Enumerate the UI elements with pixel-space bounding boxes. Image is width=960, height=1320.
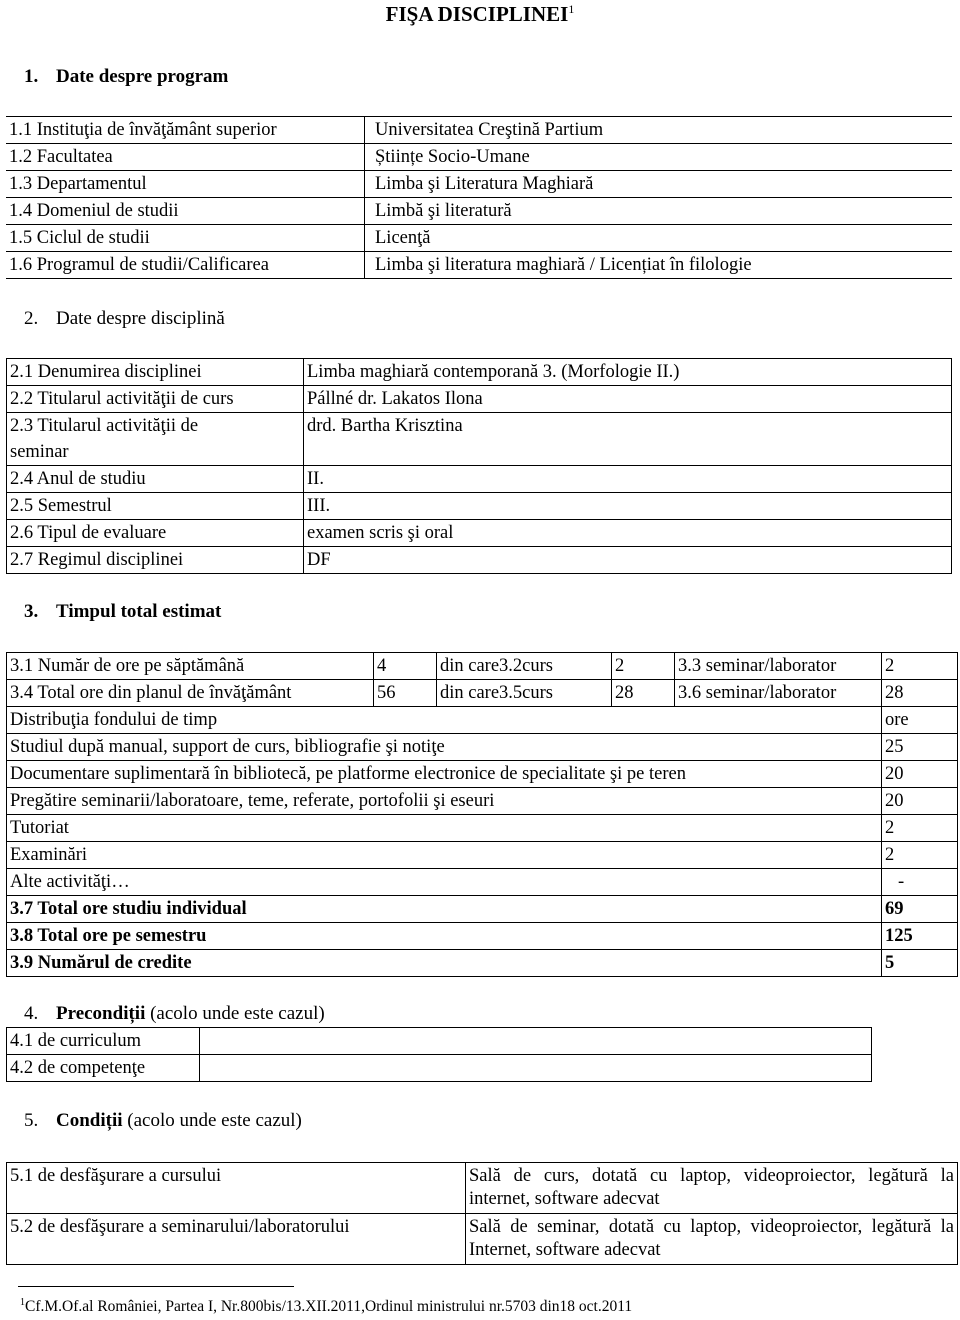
row-label: 2.7 Regimul disciplinei [7,547,304,574]
section-5-number: 5. [24,1110,39,1131]
table-row [7,386,952,413]
row-label: 2.1 Denumirea disciplinei [7,359,304,386]
total-value: 5 [882,950,958,977]
row-label: 4.2 de competenţe [7,1055,200,1082]
row-value: drd. Bartha Krisztina [304,413,952,466]
section-1-title: Date despre program [56,66,229,87]
seminar-value: 2 [882,653,958,680]
table-row [7,923,958,950]
footnote [20,1297,632,1316]
row-value: Pállné dr. Lakatos Ilona [304,386,952,413]
activity-hours: 25 [882,734,958,761]
activity-hours: 2 [882,842,958,869]
row-value: Limbă şi literatură [365,198,953,225]
section-2-number: 2. [24,308,39,329]
row-value: Licenţă [365,225,953,252]
footnote-text: Cf.M.Of.al României, Partea I, Nr.800bis/13.XII.2011,Ordinul ministrului nr.5703 din18 oct.2011 [25,1298,633,1316]
title-text: FIŞA DISCIPLINEI [385,2,569,26]
activity-label: Tutoriat [7,815,882,842]
row-label: 1.2 Facultatea [6,144,365,171]
activity-label: Documentare suplimentară în bibliotecă, pe platforme electronice de specialitate şi pe teren [7,761,882,788]
activity-label: Alte activităţi… [7,869,882,896]
table-row [7,466,952,493]
row-value: Universitatea Creştină Partium [365,117,953,144]
row-value [200,1055,872,1082]
activity-label: Studiul după manual, support de curs, bibliografie şi notiţe [7,734,882,761]
row-label: 2.3 Titularul activităţii de seminar [7,413,304,466]
table-row [7,1028,872,1055]
row-label: 5.1 de desfăşurare a cursului [7,1163,466,1214]
total-value: 69 [882,896,958,923]
section-3-number: 3. [24,601,39,622]
table-row [7,1214,958,1265]
row-value: III. [304,493,952,520]
seminar-label: 3.3 seminar/laborator [675,653,882,680]
table-row [7,950,958,977]
distribution-unit: ore [882,707,958,734]
table-row [7,359,952,386]
table-row [6,117,952,144]
row-value: Sală de curs, dotată cu laptop, videoproiector, legătură la internet, software adecvat [466,1163,958,1214]
table-row [7,842,958,869]
preconditions-table [6,1027,872,1082]
hours-total-label: 3.4 Total ore din planul de învăţământ [7,680,374,707]
section-3-title: Timpul total estimat [56,601,222,622]
table-row [7,1163,958,1214]
hours-week-label: 3.1 Număr de ore pe săptămână [7,653,374,680]
footnote-mark: 1 [20,1297,25,1308]
row-label: 2.4 Anul de studiu [7,466,304,493]
row-label: 5.2 de desfăşurare a seminarului/laboratorului [7,1214,466,1265]
row-label: 1.6 Programul de studii/Calificarea [6,252,365,279]
section-5-note: (acolo unde este cazul) [122,1110,302,1131]
table-row [7,653,958,680]
table-row [7,869,958,896]
section-4-title: Precondiții [56,1003,146,1024]
table-row [7,734,958,761]
section-4-note: (acolo unde este cazul) [145,1003,325,1024]
row-value: Sală de seminar, dotată cu laptop, videoproiector, legătură la Internet, software adecvat [466,1214,958,1265]
row-label: 1.3 Departamentul [6,171,365,198]
table-row [7,547,952,574]
program-table [6,116,952,279]
distribution-label: Distribuţia fondului de timp [7,707,882,734]
table-row [7,815,958,842]
table-row [6,225,952,252]
table-row [6,144,952,171]
table-row [7,896,958,923]
course-value: 2 [612,653,675,680]
course-label: din care3.5curs [437,680,612,707]
conditions-table [6,1162,958,1265]
course-value: 28 [612,680,675,707]
section-2-heading [24,308,225,330]
row-label: 2.6 Tipul de evaluare [7,520,304,547]
table-row [7,520,952,547]
table-row [6,171,952,198]
document-title [0,2,960,27]
activity-hours: 20 [882,761,958,788]
footnote-divider [18,1286,294,1287]
table-row [6,252,952,279]
table-row [6,198,952,225]
activity-label: Examinări [7,842,882,869]
row-label: 1.5 Ciclul de studii [6,225,365,252]
time-table [6,652,958,977]
section-1-heading [24,66,228,88]
table-row [7,680,958,707]
section-4-number: 4. [24,1003,39,1024]
section-5-heading [24,1110,302,1132]
table-row [7,1055,872,1082]
row-value: II. [304,466,952,493]
row-label: 1.1 Instituţia de învăţământ superior [6,117,365,144]
row-value: Limba maghiară contemporană 3. (Morfologie II.) [304,359,952,386]
row-label: 1.4 Domeniul de studii [6,198,365,225]
table-row [7,493,952,520]
activity-hours: 20 [882,788,958,815]
section-5-title: Condiții [56,1110,123,1131]
seminar-value: 28 [882,680,958,707]
total-value: 125 [882,923,958,950]
section-1-number: 1. [24,66,39,87]
title-footnote-mark: 1 [568,2,575,16]
activity-hours: - [882,869,958,896]
seminar-label: 3.6 seminar/laborator [675,680,882,707]
total-label: 3.9 Numărul de credite [7,950,882,977]
section-4-heading [24,1003,325,1025]
section-3-heading [24,601,221,623]
row-value: examen scris şi oral [304,520,952,547]
row-value: Limba şi Literatura Maghiară [365,171,953,198]
table-row [7,707,958,734]
table-row [7,413,952,466]
section-2-title: Date despre disciplină [56,308,225,329]
row-value: Limba şi literatura maghiară / Licențiat în filologie [365,252,953,279]
table-row [7,761,958,788]
row-value: Științe Socio-Umane [365,144,953,171]
row-label: 2.5 Semestrul [7,493,304,520]
total-label: 3.8 Total ore pe semestru [7,923,882,950]
activity-hours: 2 [882,815,958,842]
row-value [200,1028,872,1055]
table-row [7,788,958,815]
discipline-table [6,358,952,574]
total-label: 3.7 Total ore studiu individual [7,896,882,923]
row-label: 2.2 Titularul activităţii de curs [7,386,304,413]
row-label: 4.1 de curriculum [7,1028,200,1055]
hours-week-value: 4 [374,653,437,680]
hours-total-value: 56 [374,680,437,707]
course-label: din care3.2curs [437,653,612,680]
row-value: DF [304,547,952,574]
activity-label: Pregătire seminarii/laboratoare, teme, referate, portofolii şi eseuri [7,788,882,815]
